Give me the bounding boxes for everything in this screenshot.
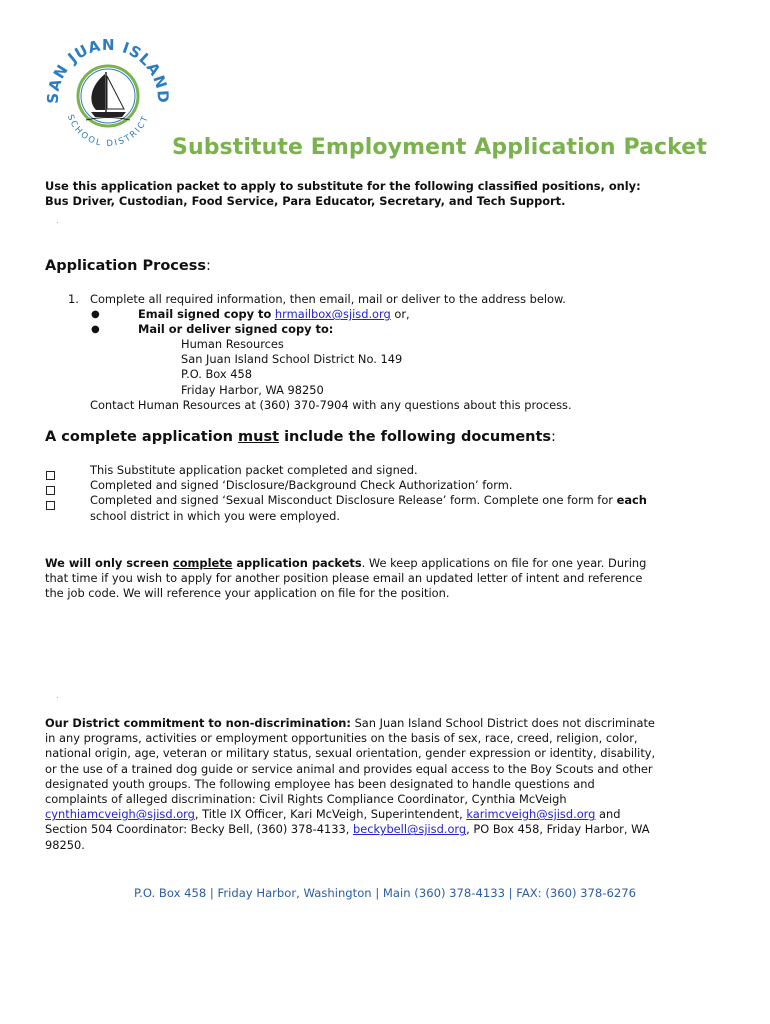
step-1-text: Complete all required information, then email, mail or deliver to the address below. xyxy=(90,292,566,306)
civil-rights-email-link[interactable]: cynthiamcveigh@sjisd.org xyxy=(45,807,195,822)
nd-line: cynthiamcveigh@sjisd.org, Title IX Officer, Kari McVeigh, Superintendent, karimcveigh@sjisd.org and xyxy=(45,807,621,822)
bullet-mail xyxy=(138,322,333,337)
bullet-email xyxy=(138,307,410,322)
screen-note-line-2: that time if you wish to apply for another position please email an updated letter of intent and reference xyxy=(45,571,643,586)
nd-line: Our District commitment to non-discrimination: San Juan Island School District does not discriminate xyxy=(45,716,655,730)
document-item-3-bold: each xyxy=(616,493,647,507)
address-line: P.O. Box 458 xyxy=(181,367,252,382)
nd-label: Our District commitment to non-discrimination: xyxy=(45,716,351,730)
nd-line: in any programs, activities or employment opportunities on the basis of sex, race, creed, religion, color, xyxy=(45,731,638,746)
documents-heading-colon: : xyxy=(551,429,556,445)
process-heading xyxy=(45,258,211,274)
hr-email-link[interactable]: hrmailbox@sjisd.org xyxy=(274,307,391,321)
process-heading-text: Application Process xyxy=(45,258,206,274)
school-district-logo xyxy=(44,30,172,158)
bullet-mail-label: Mail or deliver signed copy to: xyxy=(138,322,334,336)
checkbox-icon xyxy=(46,496,55,515)
document-item-3 xyxy=(90,493,647,508)
bullet-icon: ● xyxy=(91,324,100,335)
nd-line: or the use of a trained dog guide or service animal and provides equal access to the Boy Scouts and other xyxy=(45,761,653,776)
footer-contact: P.O. Box 458 | Friday Harbor, Washington | Main (360) 378-4133 | FAX: (360) 378-6276 xyxy=(133,886,636,900)
bullet-email-suffix: or, xyxy=(390,307,410,321)
stray-mark xyxy=(57,697,58,698)
stray-mark xyxy=(57,222,58,223)
section-504-email-link[interactable]: beckybell@sjisd.org xyxy=(353,822,467,837)
documents-heading-post: include the following documents xyxy=(279,429,552,445)
nd-line: designated youth groups. The following employee has been designated to handle questions and xyxy=(45,776,595,791)
process-heading-colon: : xyxy=(205,258,211,274)
document-item-3-text: Completed and signed ‘Sexual Misconduct Disclosure Release’ form. Complete one form for xyxy=(90,493,617,507)
superintendent-email-link[interactable]: karimcveigh@sjisd.org xyxy=(466,807,596,822)
nd-line: 98250. xyxy=(45,837,85,852)
mailing-address xyxy=(181,337,402,398)
intro-text xyxy=(45,179,641,209)
intro-line-1: Use this application packet to apply to substitute for the following classified positions, only: xyxy=(45,179,641,193)
address-line: Human Resources xyxy=(181,337,284,351)
page-title: Substitute Employment Application Packet xyxy=(172,135,707,160)
intro-line-2: Bus Driver, Custodian, Food Service, Para Educator, Secretary, and Tech Support. xyxy=(45,194,566,208)
screen-note-rest: . We keep applications on file for one year. During xyxy=(361,556,647,570)
logo-sub-text: SCHOOL DISTRICT xyxy=(64,113,152,150)
bullet-icon: ● xyxy=(91,309,100,320)
nd-line: complaints of alleged discrimination: Civil Rights Compliance Coordinator, Cynthia McVeigh xyxy=(45,792,567,807)
screen-note-line-3: the job code. We will reference your application on file for the position. xyxy=(45,586,450,601)
documents-heading-pre: A complete application xyxy=(45,429,239,445)
step-1-number: 1. xyxy=(68,292,79,306)
step-1 xyxy=(68,292,79,307)
nd-line: national origin, age, veteran or military status, sexual orientation, gender expression or identity, disability, xyxy=(45,746,656,761)
document-item-3-line-2: school district in which you were employed. xyxy=(90,509,340,523)
bullet-email-label: Email signed copy to xyxy=(138,307,272,321)
document-item-2: Completed and signed ‘Disclosure/Background Check Authorization’ form. xyxy=(90,478,513,492)
document-item-1: This Substitute application packet completed and signed. xyxy=(90,463,418,477)
documents-heading-must: must xyxy=(238,429,280,445)
screen-note-bold: We will only screen complete application packets xyxy=(45,556,362,570)
screen-note-line-1 xyxy=(45,556,646,571)
address-line: Friday Harbor, WA 98250 xyxy=(181,382,324,397)
logo-name-text: SAN JUAN ISLAND xyxy=(44,35,172,105)
address-line: San Juan Island School District No. 149 xyxy=(181,352,403,367)
nd-line: Section 504 Coordinator: Becky Bell, (360) 378-4133, beckybell@sjisd.org, PO Box 458, Friday Harbor, WA xyxy=(45,822,650,837)
contact-text: Contact Human Resources at (360) 370-7904 with any questions about this process. xyxy=(90,398,572,412)
nondiscrimination-statement xyxy=(45,716,655,853)
documents-heading xyxy=(45,429,556,445)
screen-note xyxy=(45,556,646,602)
